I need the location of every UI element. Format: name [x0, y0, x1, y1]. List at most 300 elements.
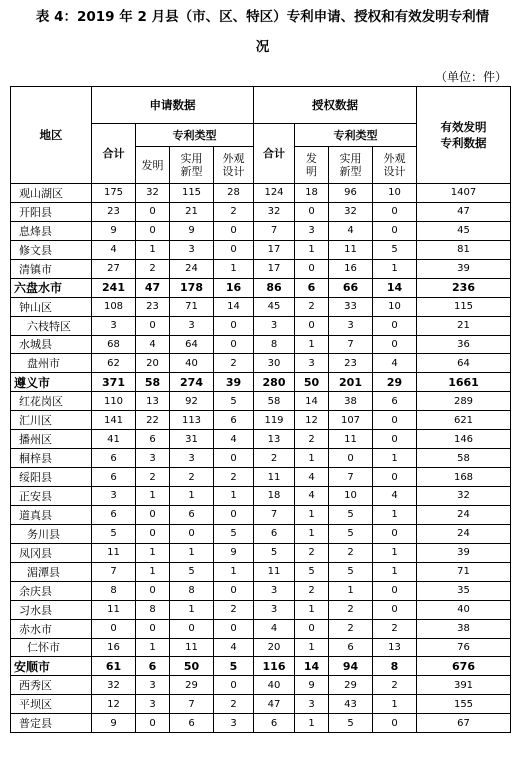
value-cell: 67	[417, 714, 511, 733]
value-cell: 50	[295, 373, 329, 392]
value-cell: 115	[417, 297, 511, 316]
value-cell: 32	[136, 184, 170, 203]
value-cell: 24	[417, 524, 511, 543]
value-cell: 113	[170, 411, 214, 430]
value-cell: 4	[254, 619, 295, 638]
value-cell: 0	[136, 714, 170, 733]
value-cell: 4	[373, 487, 417, 506]
region-cell: 播州区	[11, 430, 92, 449]
city-row	[11, 278, 511, 297]
value-cell: 7	[329, 468, 373, 487]
table-row	[11, 354, 511, 373]
header-valid-invention: 有效发明专利数据	[417, 87, 511, 184]
value-cell: 6	[373, 392, 417, 411]
value-cell: 124	[254, 184, 295, 203]
value-cell: 1	[170, 600, 214, 619]
value-cell: 0	[295, 619, 329, 638]
region-cell: 水城县	[11, 335, 92, 354]
value-cell: 1	[136, 638, 170, 657]
header-grant-patent-type: 专利类型	[295, 124, 417, 147]
value-cell: 3	[136, 676, 170, 695]
value-cell: 92	[170, 392, 214, 411]
value-cell: 27	[92, 259, 136, 278]
value-cell: 146	[417, 430, 511, 449]
value-cell: 29	[373, 373, 417, 392]
value-cell: 10	[329, 487, 373, 506]
value-cell: 3	[254, 581, 295, 600]
value-cell: 1	[295, 505, 329, 524]
table-row	[11, 562, 511, 581]
value-cell: 47	[417, 202, 511, 221]
value-cell: 68	[92, 335, 136, 354]
value-cell: 17	[254, 240, 295, 259]
value-cell: 39	[417, 259, 511, 278]
region-cell: 赤水市	[11, 619, 92, 638]
value-cell: 1	[295, 524, 329, 543]
value-cell: 76	[417, 638, 511, 657]
value-cell: 0	[373, 221, 417, 240]
value-cell: 8	[136, 600, 170, 619]
value-cell: 58	[417, 449, 511, 468]
value-cell: 6	[214, 411, 254, 430]
value-cell: 0	[295, 202, 329, 221]
region-cell: 桐梓县	[11, 449, 92, 468]
value-cell: 5	[214, 524, 254, 543]
value-cell: 1	[136, 240, 170, 259]
value-cell: 21	[170, 202, 214, 221]
value-cell: 2	[373, 619, 417, 638]
value-cell: 22	[136, 411, 170, 430]
value-cell: 39	[417, 543, 511, 562]
unit-note: （单位：件）	[434, 70, 507, 84]
region-cell: 观山湖区	[11, 184, 92, 203]
value-cell: 45	[254, 297, 295, 316]
value-cell: 0	[92, 619, 136, 638]
value-cell: 141	[92, 411, 136, 430]
value-cell: 5	[214, 392, 254, 411]
table-row	[11, 600, 511, 619]
region-cell: 汇川区	[11, 411, 92, 430]
value-cell: 2	[214, 468, 254, 487]
table-row	[11, 449, 511, 468]
region-cell: 正安县	[11, 487, 92, 506]
value-cell: 71	[170, 297, 214, 316]
value-cell: 2	[254, 449, 295, 468]
value-cell: 43	[329, 695, 373, 714]
value-cell: 0	[373, 524, 417, 543]
value-cell: 0	[214, 505, 254, 524]
value-cell: 7	[329, 335, 373, 354]
value-cell: 0	[214, 316, 254, 335]
table-row	[11, 430, 511, 449]
value-cell: 33	[329, 297, 373, 316]
value-cell: 3	[295, 221, 329, 240]
value-cell: 2	[295, 543, 329, 562]
table-row	[11, 487, 511, 506]
value-cell: 5	[329, 505, 373, 524]
value-cell: 4	[329, 221, 373, 240]
value-cell: 6	[92, 505, 136, 524]
value-cell: 6	[329, 638, 373, 657]
value-cell: 0	[136, 316, 170, 335]
value-cell: 6	[92, 468, 136, 487]
value-cell: 3	[254, 600, 295, 619]
value-cell: 3	[136, 695, 170, 714]
value-cell: 7	[92, 562, 136, 581]
value-cell: 3	[329, 316, 373, 335]
region-cell: 西秀区	[11, 676, 92, 695]
value-cell: 1	[295, 714, 329, 733]
city-row	[11, 657, 511, 676]
value-cell: 1	[136, 487, 170, 506]
value-cell: 20	[136, 354, 170, 373]
value-cell: 4	[92, 240, 136, 259]
value-cell: 1661	[417, 373, 511, 392]
value-cell: 5	[329, 714, 373, 733]
value-cell: 16	[92, 638, 136, 657]
region-cell: 钟山区	[11, 297, 92, 316]
value-cell: 0	[214, 619, 254, 638]
value-cell: 0	[295, 259, 329, 278]
region-cell: 余庆县	[11, 581, 92, 600]
value-cell: 2	[214, 695, 254, 714]
header-application-data: 申请数据	[92, 87, 254, 124]
value-cell: 35	[417, 581, 511, 600]
value-cell: 0	[136, 221, 170, 240]
value-cell: 0	[136, 581, 170, 600]
value-cell: 0	[136, 505, 170, 524]
header-app-design: 外观设计	[214, 147, 254, 184]
value-cell: 280	[254, 373, 295, 392]
value-cell: 1	[136, 562, 170, 581]
value-cell: 4	[373, 354, 417, 373]
value-cell: 10	[373, 184, 417, 203]
value-cell: 2	[136, 259, 170, 278]
value-cell: 1	[373, 449, 417, 468]
value-cell: 241	[92, 278, 136, 297]
table-row	[11, 335, 511, 354]
value-cell: 0	[373, 430, 417, 449]
value-cell: 6	[170, 714, 214, 733]
value-cell: 115	[170, 184, 214, 203]
value-cell: 14	[214, 297, 254, 316]
value-cell: 4	[214, 638, 254, 657]
table-row	[11, 543, 511, 562]
value-cell: 2	[329, 543, 373, 562]
value-cell: 1	[295, 335, 329, 354]
value-cell: 47	[136, 278, 170, 297]
value-cell: 0	[214, 335, 254, 354]
header-grant-design: 外观设计	[373, 147, 417, 184]
header-app-patent-type: 专利类型	[136, 124, 254, 147]
value-cell: 71	[417, 562, 511, 581]
value-cell: 9	[92, 714, 136, 733]
value-cell: 1	[214, 259, 254, 278]
value-cell: 11	[254, 562, 295, 581]
value-cell: 1	[170, 487, 214, 506]
title-line-2: 况	[255, 39, 270, 55]
value-cell: 6	[170, 505, 214, 524]
value-cell: 13	[136, 392, 170, 411]
table-row	[11, 240, 511, 259]
region-cell: 湄潭县	[11, 562, 92, 581]
value-cell: 0	[329, 449, 373, 468]
value-cell: 21	[417, 316, 511, 335]
value-cell: 0	[373, 600, 417, 619]
region-cell: 习水县	[11, 600, 92, 619]
value-cell: 8	[92, 581, 136, 600]
value-cell: 110	[92, 392, 136, 411]
value-cell: 39	[214, 373, 254, 392]
value-cell: 13	[254, 430, 295, 449]
value-cell: 8	[373, 657, 417, 676]
region-cell: 道真县	[11, 505, 92, 524]
value-cell: 24	[170, 259, 214, 278]
header-app-utility: 实用新型	[170, 147, 214, 184]
value-cell: 391	[417, 676, 511, 695]
value-cell: 3	[295, 695, 329, 714]
region-cell: 仁怀市	[11, 638, 92, 657]
value-cell: 3	[214, 714, 254, 733]
value-cell: 0	[170, 619, 214, 638]
region-cell: 六盘水市	[11, 278, 92, 297]
region-cell: 平坝区	[11, 695, 92, 714]
value-cell: 30	[254, 354, 295, 373]
value-cell: 0	[373, 411, 417, 430]
value-cell: 0	[373, 468, 417, 487]
value-cell: 2	[136, 468, 170, 487]
value-cell: 6	[254, 524, 295, 543]
value-cell: 0	[214, 581, 254, 600]
value-cell: 0	[373, 581, 417, 600]
value-cell: 47	[254, 695, 295, 714]
value-cell: 14	[295, 657, 329, 676]
region-cell: 红花岗区	[11, 392, 92, 411]
value-cell: 1	[373, 505, 417, 524]
value-cell: 3	[136, 449, 170, 468]
region-cell: 盘州市	[11, 354, 92, 373]
value-cell: 3	[92, 316, 136, 335]
table-row	[11, 202, 511, 221]
value-cell: 16	[214, 278, 254, 297]
value-cell: 9	[295, 676, 329, 695]
value-cell: 274	[170, 373, 214, 392]
value-cell: 3	[254, 316, 295, 335]
table-row	[11, 619, 511, 638]
value-cell: 61	[92, 657, 136, 676]
value-cell: 7	[254, 221, 295, 240]
table-row	[11, 695, 511, 714]
value-cell: 4	[136, 335, 170, 354]
value-cell: 0	[295, 316, 329, 335]
value-cell: 0	[214, 676, 254, 695]
table-row	[11, 184, 511, 203]
value-cell: 38	[329, 392, 373, 411]
value-cell: 621	[417, 411, 511, 430]
table-row	[11, 638, 511, 657]
value-cell: 40	[170, 354, 214, 373]
header-app-invention: 发明	[136, 147, 170, 184]
value-cell: 64	[417, 354, 511, 373]
value-cell: 31	[170, 430, 214, 449]
value-cell: 9	[92, 221, 136, 240]
value-cell: 3	[295, 354, 329, 373]
table-row	[11, 297, 511, 316]
value-cell: 32	[254, 202, 295, 221]
city-row	[11, 373, 511, 392]
value-cell: 16	[329, 259, 373, 278]
value-cell: 28	[214, 184, 254, 203]
value-cell: 2	[329, 619, 373, 638]
value-cell: 23	[329, 354, 373, 373]
value-cell: 0	[214, 240, 254, 259]
value-cell: 8	[254, 335, 295, 354]
value-cell: 178	[170, 278, 214, 297]
value-cell: 20	[254, 638, 295, 657]
header-grant-data: 授权数据	[254, 87, 417, 124]
table-row	[11, 524, 511, 543]
value-cell: 36	[417, 335, 511, 354]
value-cell: 41	[92, 430, 136, 449]
region-cell: 务川县	[11, 524, 92, 543]
region-cell: 六枝特区	[11, 316, 92, 335]
value-cell: 0	[373, 714, 417, 733]
value-cell: 58	[136, 373, 170, 392]
value-cell: 11	[329, 240, 373, 259]
value-cell: 86	[254, 278, 295, 297]
value-cell: 116	[254, 657, 295, 676]
table-row	[11, 676, 511, 695]
value-cell: 9	[170, 221, 214, 240]
value-cell: 6	[136, 430, 170, 449]
value-cell: 289	[417, 392, 511, 411]
value-cell: 96	[329, 184, 373, 203]
value-cell: 4	[295, 487, 329, 506]
value-cell: 201	[329, 373, 373, 392]
region-cell: 息烽县	[11, 221, 92, 240]
value-cell: 5	[170, 562, 214, 581]
value-cell: 12	[92, 695, 136, 714]
table-row	[11, 221, 511, 240]
value-cell: 1	[295, 600, 329, 619]
header-grant-utility: 实用新型	[329, 147, 373, 184]
value-cell: 1	[295, 449, 329, 468]
value-cell: 2	[295, 581, 329, 600]
value-cell: 119	[254, 411, 295, 430]
value-cell: 8	[170, 581, 214, 600]
value-cell: 13	[373, 638, 417, 657]
value-cell: 18	[254, 487, 295, 506]
value-cell: 64	[170, 335, 214, 354]
value-cell: 371	[92, 373, 136, 392]
value-cell: 11	[329, 430, 373, 449]
value-cell: 2	[214, 600, 254, 619]
value-cell: 32	[329, 202, 373, 221]
value-cell: 155	[417, 695, 511, 714]
value-cell: 11	[92, 543, 136, 562]
region-cell: 清镇市	[11, 259, 92, 278]
region-cell: 修文县	[11, 240, 92, 259]
value-cell: 6	[295, 278, 329, 297]
value-cell: 1	[373, 543, 417, 562]
value-cell: 11	[92, 600, 136, 619]
value-cell: 17	[254, 259, 295, 278]
value-cell: 62	[92, 354, 136, 373]
value-cell: 24	[417, 505, 511, 524]
value-cell: 4	[295, 468, 329, 487]
region-cell: 遵义市	[11, 373, 92, 392]
value-cell: 1	[136, 543, 170, 562]
value-cell: 1	[295, 638, 329, 657]
value-cell: 3	[92, 487, 136, 506]
value-cell: 5	[329, 562, 373, 581]
value-cell: 5	[373, 240, 417, 259]
value-cell: 0	[373, 202, 417, 221]
value-cell: 40	[254, 676, 295, 695]
value-cell: 40	[417, 600, 511, 619]
value-cell: 1	[170, 543, 214, 562]
value-cell: 5	[92, 524, 136, 543]
value-cell: 7	[254, 505, 295, 524]
value-cell: 5	[254, 543, 295, 562]
page-title	[0, 6, 525, 58]
region-cell: 凤冈县	[11, 543, 92, 562]
value-cell: 66	[329, 278, 373, 297]
value-cell: 1407	[417, 184, 511, 203]
header-app-total: 合计	[92, 124, 136, 184]
header-region: 地区	[11, 87, 92, 184]
value-cell: 1	[214, 562, 254, 581]
table-row	[11, 714, 511, 733]
value-cell: 0	[373, 316, 417, 335]
header-grant-invention: 发明	[295, 147, 329, 184]
table-row	[11, 259, 511, 278]
table-row	[11, 581, 511, 600]
title-line-1: 表 4：2019 年 2 月县（市、区、特区）专利申请、授权和有效发明专利情	[35, 9, 490, 25]
value-cell: 29	[170, 676, 214, 695]
value-cell: 0	[136, 619, 170, 638]
value-cell: 1	[373, 562, 417, 581]
value-cell: 9	[214, 543, 254, 562]
value-cell: 0	[214, 221, 254, 240]
value-cell: 175	[92, 184, 136, 203]
value-cell: 7	[170, 695, 214, 714]
value-cell: 6	[92, 449, 136, 468]
value-cell: 94	[329, 657, 373, 676]
value-cell: 1	[373, 259, 417, 278]
value-cell: 2	[295, 297, 329, 316]
value-cell: 3	[170, 316, 214, 335]
value-cell: 1	[214, 487, 254, 506]
value-cell: 38	[417, 619, 511, 638]
value-cell: 2	[295, 430, 329, 449]
value-cell: 2	[214, 354, 254, 373]
table-row	[11, 316, 511, 335]
region-cell: 绥阳县	[11, 468, 92, 487]
value-cell: 0	[373, 335, 417, 354]
value-cell: 45	[417, 221, 511, 240]
value-cell: 168	[417, 468, 511, 487]
value-cell: 5	[329, 524, 373, 543]
value-cell: 107	[329, 411, 373, 430]
value-cell: 6	[136, 657, 170, 676]
value-cell: 23	[136, 297, 170, 316]
value-cell: 3	[170, 449, 214, 468]
value-cell: 3	[170, 240, 214, 259]
table-body	[11, 184, 511, 733]
value-cell: 0	[214, 449, 254, 468]
value-cell: 11	[170, 638, 214, 657]
